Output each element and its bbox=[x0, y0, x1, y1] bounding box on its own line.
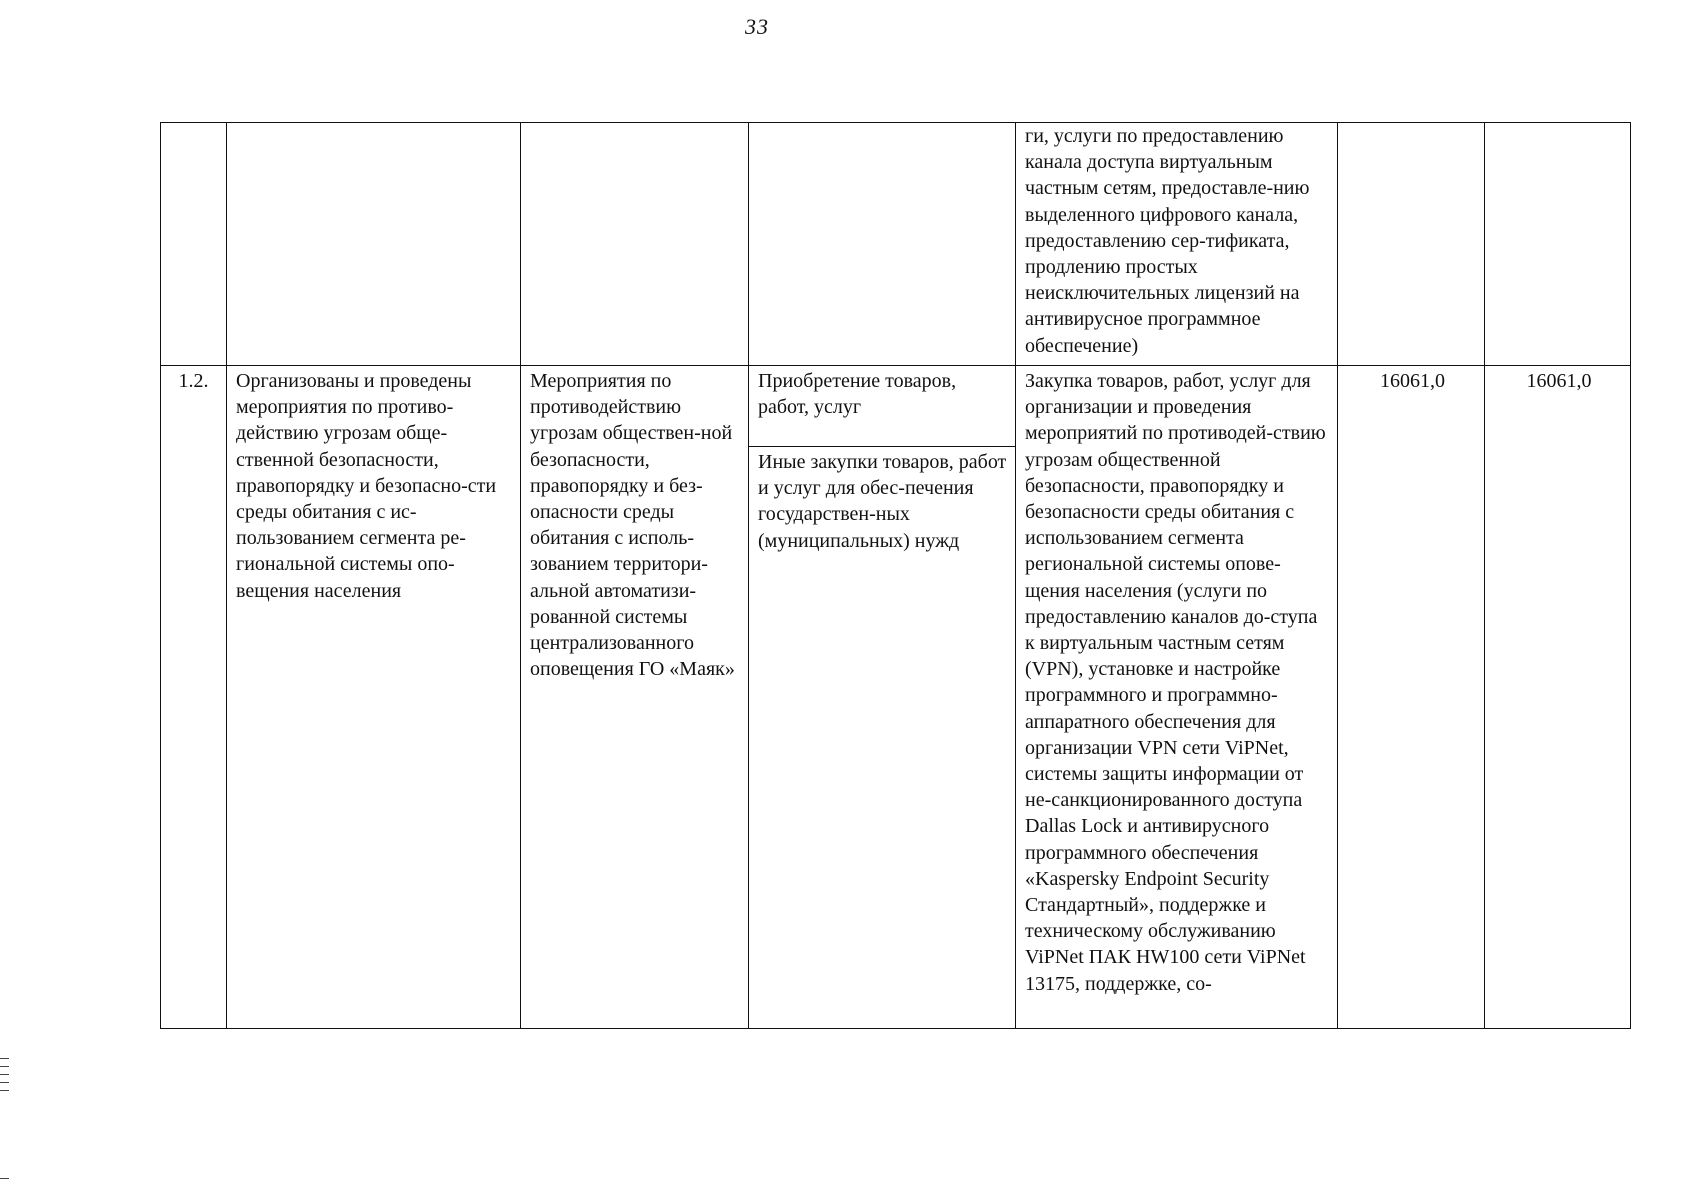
description-cell bbox=[1016, 123, 1338, 366]
result-cell bbox=[227, 123, 521, 366]
margin-mark bbox=[0, 1074, 9, 1075]
margin-mark bbox=[0, 1066, 9, 1067]
result-cell bbox=[227, 366, 521, 1029]
table-row-continued bbox=[161, 123, 1631, 366]
event-cell bbox=[521, 366, 749, 1029]
amount-cell-1 bbox=[1338, 123, 1485, 366]
row-number-cell bbox=[161, 123, 227, 366]
margin-mark bbox=[0, 1082, 9, 1083]
result-text: Организованы и проведены мероприятия по противо-действию угрозам обще-ственной безопасности, правопорядку и безопасно-сти среды обитания с ис-пользованием сегмента ре-гиональной системы опо-вещения населения bbox=[236, 370, 497, 602]
description-text: ги, услуги по предоставлению канала доступа виртуальным частным сетям, предоставле-нию выделенного цифрового канала, предоставлению сер-тификата, продлению простых неисключительных лицензий на антивирусное программное обеспечение) bbox=[1025, 125, 1310, 357]
expense-type-secondary: Иные закупки товаров, работ и услуг для обес-печения государствен-ных (муниципальных) нужд bbox=[758, 451, 1007, 552]
scan-margin-dash bbox=[0, 1178, 9, 1179]
expense-type-primary: Приобретение товаров, работ, услуг bbox=[749, 366, 1015, 447]
description-cell bbox=[1016, 366, 1338, 1029]
expense-type-cell bbox=[749, 123, 1016, 366]
margin-mark bbox=[0, 1090, 9, 1091]
amount-cell-2: 16061,0 bbox=[1485, 366, 1631, 1029]
amount-cell-1: 16061,0 bbox=[1338, 366, 1485, 1029]
margin-mark bbox=[0, 1058, 9, 1059]
description-text: Закупка товаров, работ, услуг для организации и проведения мероприятий по противодей-ствию угрозам общественной безопасности, правопорядку и безопасности среды обитания с использованием сегмента региональной системы опове-щения населения (услуги по предоставлению каналов до-ступа к виртуальным частным сетям (VPN), установке и настройке программного и программно-аппаратного обеспечения для организации VPN сети ViPNet, системы защиты информации от не-санкционированного доступа Dallas Lock и антивирусного программного обеспечения «Kaspersky Endpoint Security Стандартный», поддержке и техническому обслуживанию ViPNet ПАК HW100 сети ViPNet 13175, поддержке, со- bbox=[1025, 370, 1326, 995]
page-number: 33 bbox=[745, 14, 769, 39]
event-text: Мероприятия по противодействию угрозам обществен-ной безопасности, правопорядку и без-опасности среды обитания с исполь-зованием территори-альной автоматизи-рованной системы централизованного оповещения ГО «Маяк» bbox=[530, 370, 735, 681]
expense-type-cell bbox=[749, 366, 1016, 1029]
scan-margin-marks bbox=[0, 1058, 9, 1098]
budget-table bbox=[160, 122, 1631, 1029]
event-cell bbox=[521, 123, 749, 366]
row-number-cell: 1.2. bbox=[161, 366, 227, 1029]
amount-cell-2 bbox=[1485, 123, 1631, 366]
table-row-1-2 bbox=[161, 366, 1631, 1029]
